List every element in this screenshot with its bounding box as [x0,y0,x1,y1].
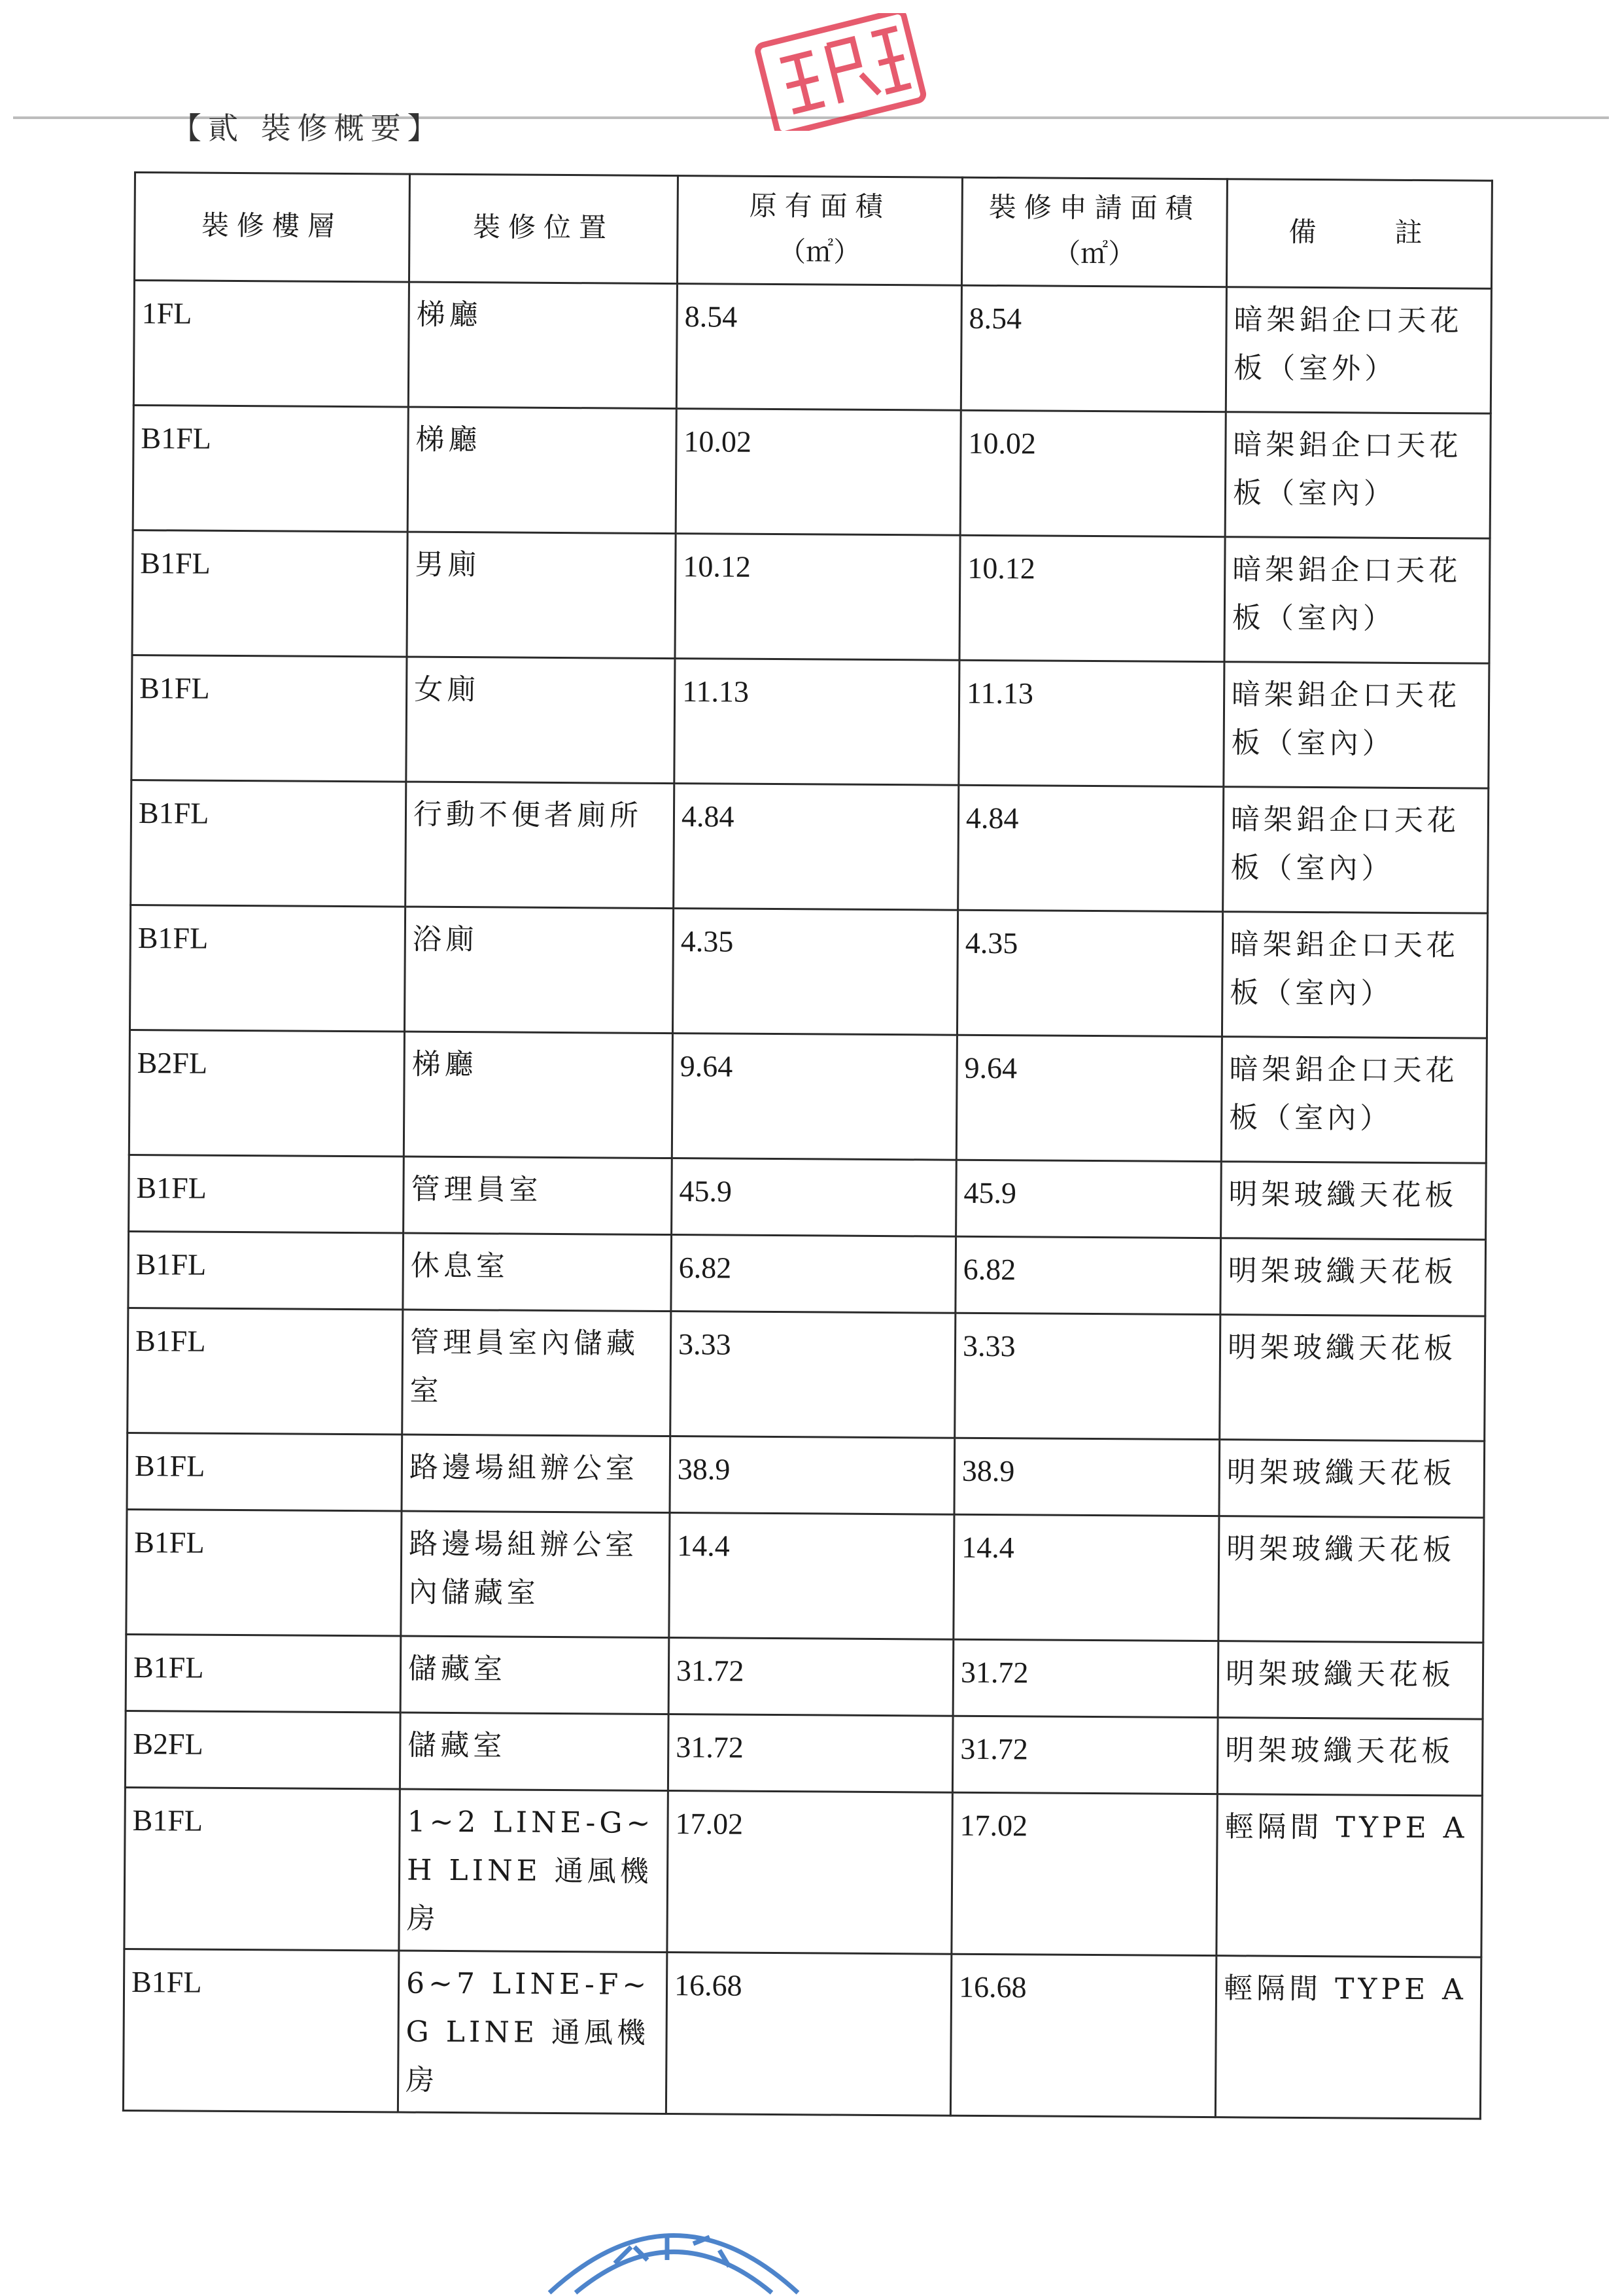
header-remarks: 備 註 [1226,179,1492,288]
table-row [129,905,1487,1038]
table-row [129,1030,1487,1163]
cell-remarks: 暗架鋁企口天花板（室內） [1224,662,1489,788]
cell-original-area: 3.33 [670,1312,956,1438]
cell-location: 路邊場組辦公室內儲藏室 [401,1511,670,1638]
cell-floor: 1FL [133,281,409,408]
cell-location: 男廁 [407,532,676,659]
red-seal-stamp [746,13,942,131]
cell-floor: B1FL [133,406,408,532]
table-row [132,530,1490,663]
header-applied-area-label: 裝修申請面積 [988,190,1201,224]
cell-remarks: 明架玻纖天花板 [1218,1516,1484,1643]
cell-location: 儲藏室 [400,1636,669,1714]
cell-applied-area: 10.02 [960,410,1226,536]
table-row [123,1949,1481,2119]
cell-floor: B1FL [132,530,407,657]
table-row [126,1509,1484,1643]
cell-original-area: 31.72 [668,1638,954,1716]
cell-floor: B1FL [128,1231,404,1310]
renovation-summary-table [122,171,1493,2120]
cell-location: 管理員室 [404,1157,672,1235]
cell-remarks: 暗架鋁企口天花板（室內） [1223,787,1489,913]
cell-location: 6~7 LINE-F~G LINE 通風機房 [398,1951,667,2113]
cell-floor: B1FL [124,1787,400,1951]
cell-floor: B1FL [131,780,406,907]
cell-remarks: 暗架鋁企口天花板（室內） [1224,537,1490,663]
header-original-area [677,176,962,286]
cell-applied-area: 17.02 [952,1792,1218,1955]
blue-seal-stamp [536,2185,811,2296]
cell-applied-area: 45.9 [956,1160,1222,1238]
cell-remarks: 明架玻纖天花板 [1221,1162,1487,1240]
header-original-area-label: 原有面積 [749,189,891,223]
cell-location: 梯廳 [408,282,677,409]
cell-location: 梯廳 [407,407,676,534]
cell-applied-area: 38.9 [954,1438,1220,1516]
cell-original-area: 10.12 [675,534,960,661]
cell-original-area: 10.02 [676,409,961,536]
table-header-row [134,173,1492,289]
cell-floor: B1FL [123,1949,399,2112]
cell-original-area: 45.9 [672,1158,957,1237]
cell-applied-area: 31.72 [953,1639,1218,1717]
cell-original-area: 9.64 [672,1034,957,1160]
cell-location: 管理員室內儲藏室 [402,1310,671,1436]
cell-applied-area: 10.12 [959,535,1225,661]
cell-original-area: 16.68 [666,1953,952,2116]
section-heading: 【貳 裝修概要】 [171,111,444,146]
cell-floor: B1FL [126,1634,401,1713]
cell-applied-area: 16.68 [950,1954,1216,2117]
cell-applied-area: 4.35 [957,910,1222,1036]
table-row [129,1155,1487,1240]
cell-original-area: 8.54 [676,284,961,411]
cell-floor: B2FL [129,1030,404,1157]
cell-applied-area: 31.72 [952,1716,1218,1794]
table-row [128,1231,1486,1316]
cell-original-area: 14.4 [669,1513,954,1640]
cell-original-area: 4.84 [674,784,959,911]
cell-location: 女廁 [406,657,675,784]
cell-applied-area: 14.4 [954,1514,1219,1641]
table-row [133,281,1491,414]
cell-location: 路邊場組辦公室 [402,1435,670,1513]
cell-remarks: 明架玻纖天花板 [1219,1440,1485,1518]
cell-floor: B1FL [129,1155,404,1233]
table-row [128,1308,1485,1441]
cell-applied-area: 4.84 [958,785,1224,911]
cell-location: 浴廁 [404,907,673,1034]
table-row [126,1634,1483,1719]
cell-original-area: 38.9 [670,1436,955,1515]
cell-original-area: 17.02 [667,1791,953,1955]
cell-applied-area: 8.54 [961,285,1226,411]
cell-applied-area: 9.64 [956,1035,1222,1161]
cell-floor: B1FL [129,905,405,1032]
cell-original-area: 6.82 [671,1235,956,1313]
cell-remarks: 明架玻纖天花板 [1220,1315,1485,1441]
cell-remarks: 明架玻纖天花板 [1220,1238,1486,1316]
cell-remarks: 明架玻纖天花板 [1218,1641,1483,1719]
cell-remarks: 暗架鋁企口天花板（室內） [1221,1037,1487,1163]
table-row [131,655,1489,788]
cell-remarks: 暗架鋁企口天花板（室內） [1222,912,1487,1038]
cell-location: 1~2 LINE-G~H LINE 通風機房 [399,1789,668,1952]
cell-location: 休息室 [403,1233,672,1312]
cell-remarks: 暗架鋁企口天花板（室內） [1225,412,1491,538]
cell-remarks: 輕隔間 TYPE A [1215,1956,1481,2119]
header-applied-area [961,177,1227,287]
cell-remarks: 輕隔間 TYPE A [1216,1794,1483,1957]
cell-floor: B1FL [127,1433,402,1511]
cell-floor: B2FL [125,1711,400,1789]
cell-location: 儲藏室 [400,1713,668,1791]
table-row [131,780,1489,913]
cell-original-area: 4.35 [672,909,958,1035]
cell-original-area: 31.72 [668,1714,953,1793]
cell-location: 行動不便者廁所 [406,782,674,909]
header-original-area-unit: （㎡） [778,235,861,268]
cell-applied-area: 3.33 [955,1313,1220,1439]
header-floor: 裝修樓層 [134,173,409,283]
cell-floor: B1FL [131,655,407,782]
table-row [133,406,1491,539]
table-row [124,1787,1482,1957]
table-row [127,1433,1485,1518]
table-row [125,1711,1483,1796]
cell-remarks: 明架玻纖天花板 [1217,1718,1483,1796]
header-location: 裝修位置 [409,174,678,284]
cell-original-area: 11.13 [674,659,959,786]
cell-floor: B1FL [128,1308,403,1435]
cell-applied-area: 11.13 [959,660,1224,786]
cell-applied-area: 6.82 [956,1236,1221,1314]
cell-floor: B1FL [126,1509,402,1636]
cell-location: 梯廳 [404,1032,672,1158]
header-applied-area-unit: （㎡） [1053,237,1136,270]
cell-remarks: 暗架鋁企口天花板（室外） [1226,287,1491,413]
